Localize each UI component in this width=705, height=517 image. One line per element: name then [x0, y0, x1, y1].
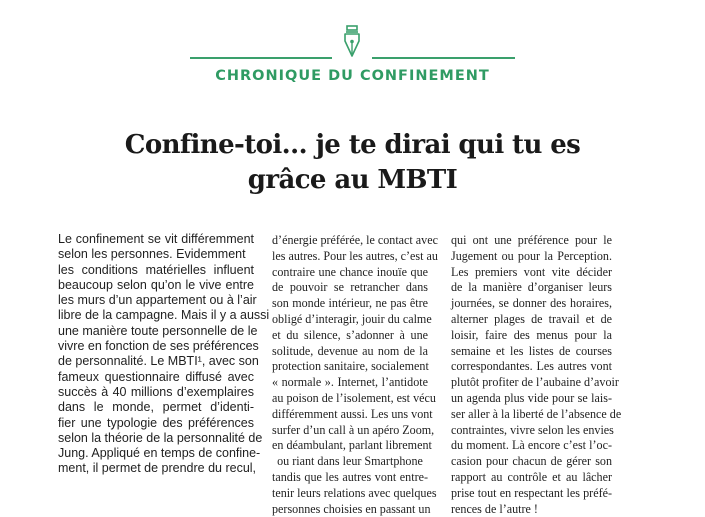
- column-3-line: semaine et les listes de courses: [451, 343, 612, 358]
- body-column-3: [451, 233, 622, 517]
- column-3-line: casion pour chacun de gérer son: [451, 454, 612, 469]
- column-1-line: une manière toute personnelle de le: [58, 323, 258, 338]
- column-3-line: loisir, faire des menus pour la: [451, 327, 612, 342]
- headline-line-1: Confine-toi… je te dirai qui tu es: [124, 130, 581, 160]
- column-2-line: solitude, devenue au nom de la: [272, 343, 428, 358]
- column-3-line: qui ont une préférence pour le: [451, 233, 612, 247]
- column-2-line: ou riant dans leur Smartphone: [277, 454, 423, 469]
- header-rule-right: [372, 57, 515, 59]
- headline-line-2: grâce au MBTI: [247, 165, 458, 195]
- column-3-line: prise tout en respectant les préfé-: [451, 485, 612, 500]
- column-2-line: tenir leurs relations avec quelques: [272, 485, 437, 500]
- fountain-pen-nib-icon: [337, 25, 367, 59]
- column-3-line: ser aller à la liberté de l’absence de: [451, 406, 622, 421]
- column-2-line: obligé d’interagir, jouir du calme: [272, 311, 432, 326]
- column-3-line: plutôt profiter de l’aubaine d’avoir: [451, 375, 619, 390]
- column-1-line: Le confinement se vit différemment: [58, 232, 254, 246]
- column-3-line: contraintes, vivre selon les envies: [451, 422, 614, 437]
- column-1-line: selon la théorie de la personnalité de: [58, 430, 263, 445]
- column-2-line: de pouvoir se retrancher dans: [272, 280, 428, 295]
- column-2-line: différemment aussi. Les uns vont: [272, 406, 433, 421]
- column-2-line: au poison de l’isolement, est vécu: [272, 390, 436, 405]
- column-2-line: son monde intérieur, ne pas être: [272, 296, 428, 311]
- column-1-line: les conditions matérielles influent: [58, 262, 254, 277]
- column-1-line: vivre en fonction de ses préférences: [58, 339, 259, 354]
- column-3-line: Jugement ou pour la Perception.: [451, 248, 612, 263]
- column-3-line: Les premiers vont vite décider: [451, 264, 612, 279]
- column-2-line: en déambulant, parlant librement: [272, 438, 432, 453]
- column-1-line: fameux questionnaire diffusé avec: [58, 369, 254, 384]
- column-1-line: libre de la campagne. Mais il y a aussi: [58, 308, 270, 323]
- column-3-line: correspondantes. Les autres vont: [451, 359, 612, 374]
- column-1-line: selon les personnes. Evidemment: [58, 247, 246, 262]
- column-3-line: journées, se donner des horaires,: [451, 296, 612, 311]
- column-3-line: de la manière d’organiser leurs: [451, 280, 612, 295]
- column-3-line: rapport au contrôle et au lâcher: [451, 469, 612, 484]
- column-2-line: d’énergie préférée, le contact avec: [272, 233, 438, 247]
- body-column-1: [58, 232, 270, 477]
- column-2-line: contraire une chance inouïe que: [272, 264, 428, 279]
- column-3-line: du moment. Là encore c’est l’oc-: [451, 438, 612, 453]
- column-1-line: fier une typologie des préférences: [58, 415, 254, 430]
- column-2-line: tandis que les autres vont entre-: [272, 469, 428, 484]
- column-2-line: personnes choisies en passant un: [272, 501, 431, 516]
- header-rule-left: [190, 57, 332, 59]
- column-2-line: surfer d’un call à un apéro Zoom,: [272, 422, 435, 437]
- column-3-line: un agenda plus vide pour se lais-: [451, 390, 612, 405]
- column-2-line: « normale ». Internet, l’antidote: [272, 375, 428, 390]
- column-3-line: alterner plages de travail et de: [451, 311, 612, 326]
- column-2-line: protection sanitaire, socialement: [272, 359, 429, 374]
- body-column-2: [272, 233, 438, 517]
- column-1-line: beaucoup selon qu’on le vive entre: [58, 277, 254, 292]
- column-1-line: de personnalité. Le MBTI¹, avec son: [58, 354, 259, 369]
- column-1-line: Jung. Appliqué en temps de confine-: [58, 446, 261, 461]
- article-headline: [0, 128, 705, 198]
- column-1-line: dans le monde, permet d’identi-: [58, 400, 254, 415]
- column-2-line: et du silence, s’adonner à une: [272, 327, 428, 342]
- section-label: CHRONIQUE DU CONFINEMENT: [215, 68, 490, 84]
- column-3-line: rences de l’autre !: [451, 501, 538, 516]
- column-2-line: les autres. Pour les autres, c’est au: [272, 248, 438, 263]
- column-1-line: ment, il permet de prendre du recul,: [58, 461, 257, 476]
- column-1-line: les murs d’un appartement ou à l’air: [58, 293, 257, 308]
- column-1-line: succès à 40 millions d’exemplaires: [58, 384, 254, 399]
